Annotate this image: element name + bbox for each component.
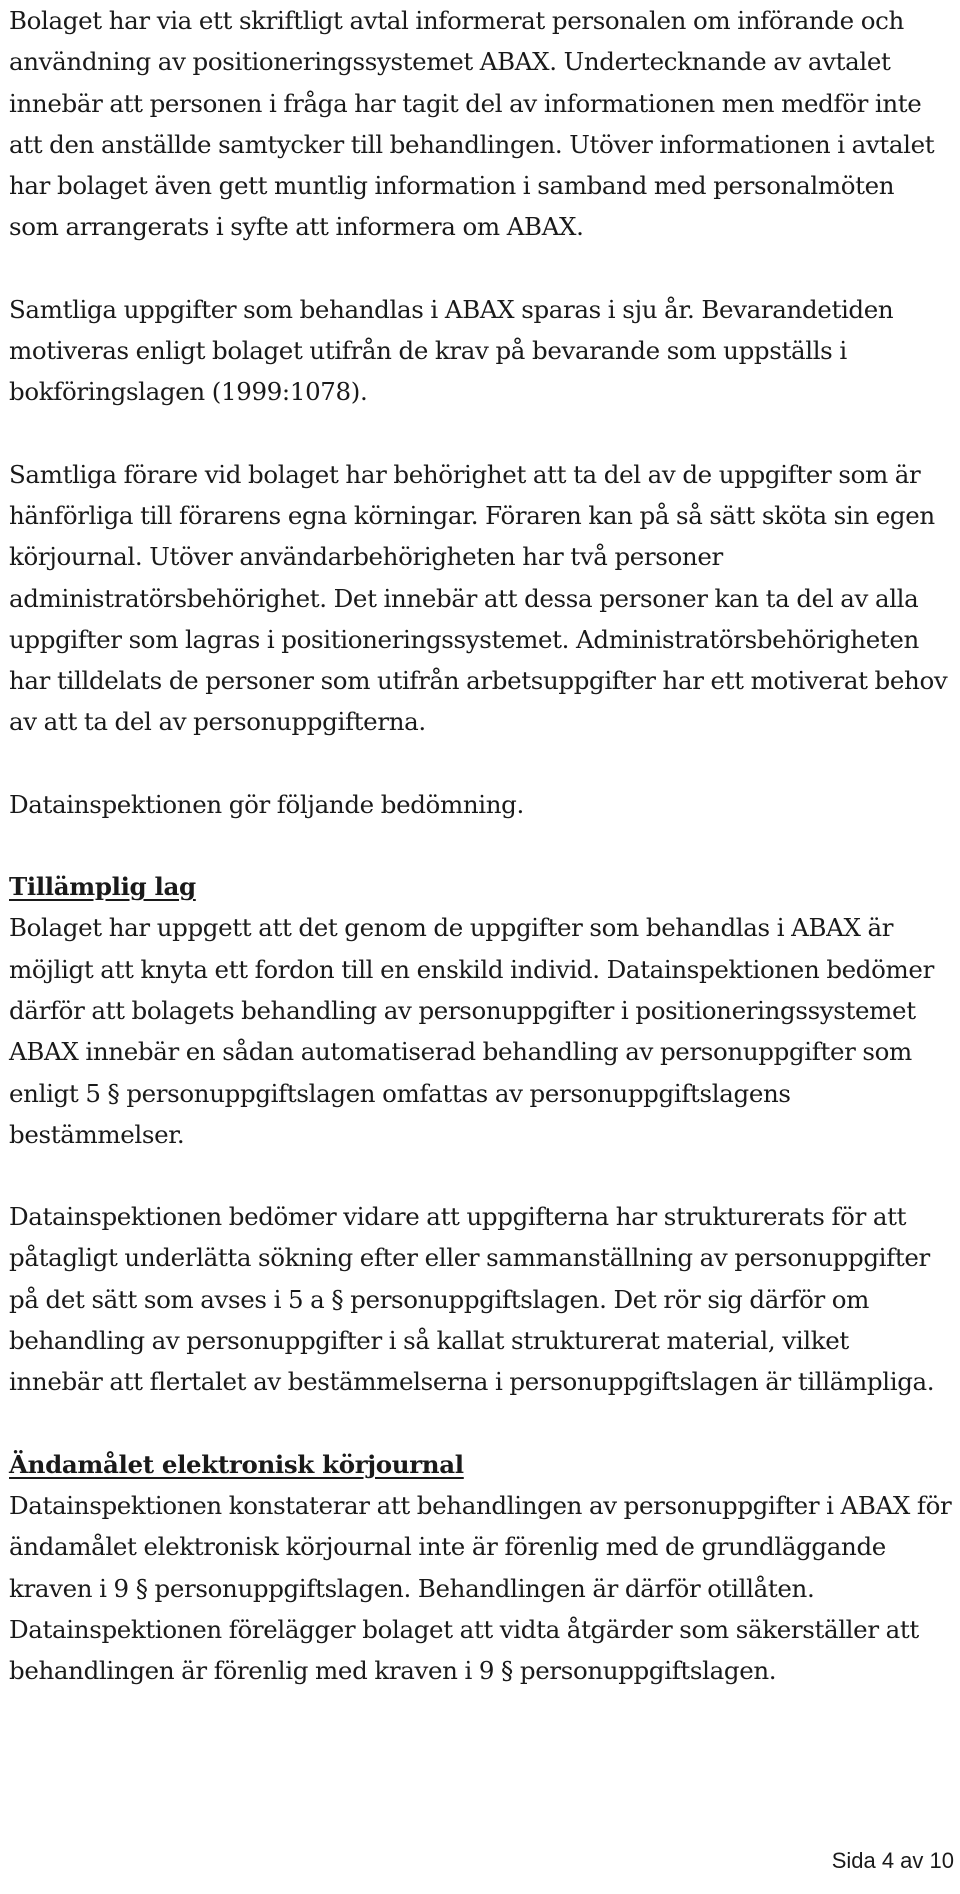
text-line: har bolaget även gett muntlig information i samband med personalmöten	[9, 171, 895, 201]
text-line: ABAX innebär en sådan automatiserad behandling av personuppgifter som	[9, 1037, 912, 1067]
text-line: innebär att flertalet av bestämmelserna i personuppgiftslagen är tillämpliga.	[9, 1367, 935, 1397]
text-line: Datainspektionen bedömer vidare att uppgifterna har strukturerats för att	[9, 1202, 907, 1232]
paragraph-assessment-intro	[9, 784, 951, 825]
paragraph-information	[9, 0, 951, 248]
text-line: kraven i 9 § personuppgiftslagen. Behandlingen är därför otillåten.	[9, 1573, 815, 1603]
paragraph-retention	[9, 289, 951, 413]
text-line: Samtliga uppgifter som behandlas i ABAX sparas i sju år. Bevarandetiden	[9, 294, 894, 324]
text-line: möjligt att knyta ett fordon till en enskild individ. Datainspektionen bedömer	[9, 954, 934, 984]
document-body	[9, 0, 951, 1732]
text-line: därför att bolagets behandling av personuppgifter i positioneringssystemet	[9, 995, 916, 1025]
text-line: behandlingen är förenlig med kraven i 9 § personuppgiftslagen.	[9, 1656, 777, 1686]
text-line: Datainspektionen gör följande bedömning.	[9, 789, 524, 819]
text-line: av att ta del av personuppgifterna.	[9, 707, 426, 737]
text-line: uppgifter som lagras i positioneringssystemet. Administratörsbehörigheten	[9, 624, 919, 654]
text-line: Samtliga förare vid bolaget har behörighet att ta del av de uppgifter som är	[9, 459, 921, 489]
text-line: Bolaget har via ett skriftligt avtal informerat personalen om införande och	[9, 6, 904, 35]
text-line: ändamålet elektronisk körjournal inte är förenlig med de grundläggande	[9, 1532, 886, 1562]
text-line: enligt 5 § personuppgiftslagen omfattas av personuppgiftslagens	[9, 1078, 791, 1108]
paragraph-purpose-logbook	[9, 1485, 951, 1691]
text-line: hänförliga till förarens egna körningar. Föraren kan på så sätt sköta sin egen	[9, 500, 935, 530]
text-line: har tilldelats de personer som utifrån arbetsuppgifter har ett motiverat behov	[9, 666, 948, 696]
text-line: körjournal. Utöver användarbehörigheten har två personer	[9, 542, 723, 572]
text-line: bokföringslagen (1999:1078).	[9, 377, 368, 407]
text-line: Bolaget har uppgett att det genom de uppgifter som behandlas i ABAX är	[9, 913, 894, 943]
text-line: administratörsbehörighet. Det innebär att dessa personer kan ta del av alla	[9, 583, 919, 613]
text-line: motiveras enligt bolaget utifrån de krav på bevarande som uppställs i	[9, 336, 847, 366]
text-line: behandling av personuppgifter i så kallat strukturerat material, vilket	[9, 1326, 849, 1356]
page-number: Sida 4 av 10	[831, 1848, 954, 1873]
paragraph-applicable-law	[9, 907, 951, 1155]
heading-purpose-logbook: Ändamålet elektronisk körjournal	[9, 1449, 464, 1479]
text-line: som arrangerats i syfte att informera om ABAX.	[9, 212, 584, 242]
text-line: Datainspektionen konstaterar att behandlingen av personuppgifter i ABAX för	[9, 1490, 952, 1520]
text-line: Datainspektionen förelägger bolaget att vidta åtgärder som säkerställer att	[9, 1614, 919, 1644]
text-line: användning av positioneringssystemet ABAX. Undertecknande av avtalet	[9, 47, 891, 77]
heading-applicable-law: Tillämplig lag	[9, 872, 196, 902]
text-line: innebär att personen i fråga har tagit del av informationen men medför inte	[9, 88, 922, 118]
paragraph-structured-material	[9, 1196, 951, 1402]
text-line: påtagligt underlätta sökning efter eller sammanställning av personuppgifter	[9, 1243, 930, 1273]
text-line: på det sätt som avses i 5 a § personuppgiftslagen. Det rör sig därför om	[9, 1284, 870, 1314]
text-line: bestämmelser.	[9, 1119, 185, 1149]
text-line: att den anställde samtycker till behandlingen. Utöver informationen i avtalet	[9, 129, 935, 159]
paragraph-access-rights	[9, 454, 951, 743]
